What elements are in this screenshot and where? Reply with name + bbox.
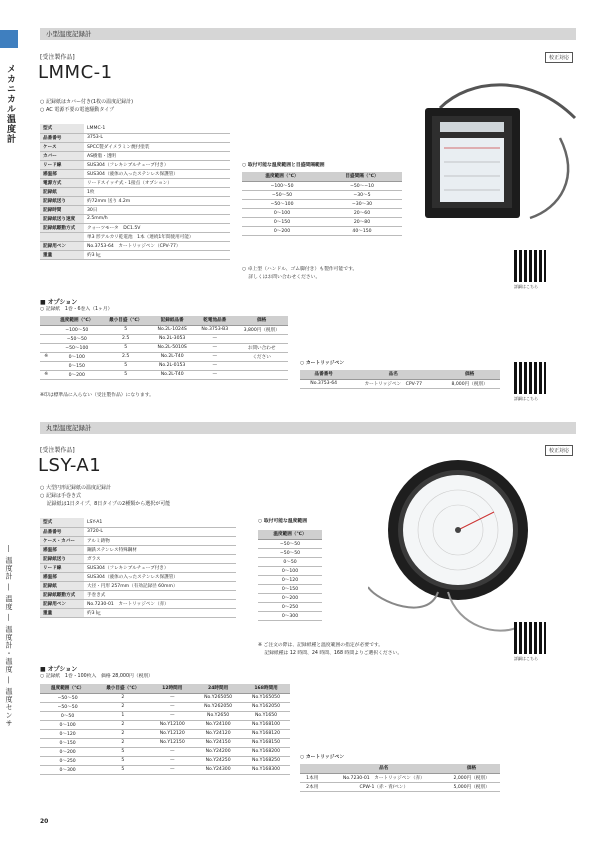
- section2-spec-row: [40, 536, 236, 545]
- section1-spec-cell: 3753-L: [84, 133, 230, 142]
- section1-range-row: [242, 208, 402, 217]
- section2-options-cell: 0〜150: [40, 738, 95, 747]
- section1-range-cell: 0〜150: [242, 217, 322, 226]
- section2-options-cell: No.Y1650: [242, 711, 290, 720]
- section2-calibration-badge: 校正対応: [545, 445, 573, 456]
- section1-range-title: ○ 取付可能な温度範囲と目盛間隔範囲: [242, 163, 325, 168]
- section2-options-cell: —: [150, 747, 194, 756]
- section2-pen-cell: No.7230-01 カートリッジペン（赤）: [324, 773, 443, 782]
- section1-spec-cell: 品番番号: [40, 133, 84, 142]
- section2-pen-cell: 5,000円（税別）: [443, 782, 500, 791]
- section2-options-cell: —: [150, 765, 194, 774]
- section2-options-row: [40, 765, 290, 774]
- section1-spec-row: [40, 196, 230, 205]
- section2-options-cell: 2: [95, 720, 150, 729]
- section2-options-title: ■ オプション: [40, 666, 78, 673]
- section2-pen-row: [300, 782, 500, 791]
- section1-range-cell: −30〜5: [322, 190, 402, 199]
- section2-options-cell: 0〜50: [40, 711, 95, 720]
- section1-options-cell: 2.5: [101, 334, 150, 343]
- section1-options-table: [40, 316, 288, 380]
- section2-spec-cell: 型式: [40, 518, 84, 527]
- section1-spec-cell: 記録紙駆動方式: [40, 223, 84, 232]
- section1-options-cell: No.2L-T40: [150, 370, 194, 379]
- section2-options-header: 最小目盛（℃）: [95, 684, 150, 693]
- section1-spec-cell: カバー: [40, 151, 84, 160]
- section2-pen-title: ○ カートリッジペン: [300, 755, 345, 760]
- section2-options-cell: −50〜50: [40, 702, 95, 711]
- section2-range-header: 温度範囲（℃）: [258, 530, 322, 539]
- section1-options-cell: 2.5: [101, 352, 150, 361]
- section1-range-header: 目盛間隔（℃）: [322, 172, 402, 181]
- section2-spec-cell: No.7230-01 カートリッジペン（赤）: [84, 599, 236, 608]
- section1-spec-row: [40, 232, 230, 241]
- section1-options-cell: 3,800円（税別）: [235, 325, 288, 334]
- section1-options-row: [40, 343, 288, 352]
- section1-options-cell: お問い合わせ: [235, 343, 288, 352]
- section2-options-cell: 2: [95, 693, 150, 702]
- section2-options-row: [40, 729, 290, 738]
- section1-options-cell: [235, 370, 288, 379]
- section2-spec-cell: 感温部: [40, 545, 84, 554]
- section2-options-cell: No.Y168120: [242, 729, 290, 738]
- section2-options-cell: 2: [95, 702, 150, 711]
- section1-pen-title: ○ カートリッジペン: [300, 361, 345, 366]
- section2-range-cell: 0〜150: [258, 584, 322, 593]
- section1-options-cell: 5: [101, 370, 150, 379]
- section2-pen-header: 価格: [443, 764, 500, 773]
- section1-range-row: [242, 226, 402, 235]
- section2-options-cell: No.Y265050: [194, 693, 242, 702]
- section1-range-cell: 0〜100: [242, 208, 322, 217]
- chapter-tab-marker: [0, 30, 18, 48]
- section2-spec-cell: 記録用ペン: [40, 599, 84, 608]
- section2-spec-cell: 感温部: [40, 572, 84, 581]
- section2-options-cell: 2: [95, 729, 150, 738]
- section2-options-cell: No.Y2650: [194, 711, 242, 720]
- section2-options-row: [40, 738, 290, 747]
- section2-spec-cell: 手巻き式: [84, 590, 236, 599]
- section1-options-cell: −50〜100: [52, 343, 101, 352]
- section2-options-cell: No.Y168200: [242, 747, 290, 756]
- section2-pen-row: [300, 773, 500, 782]
- section2-options-row: [40, 720, 290, 729]
- section2-options-sub: ○ 記録紙 1巻・100枚入 価格 28,000円（税別）: [40, 674, 153, 679]
- section1-header: 小型温度記録計: [40, 28, 576, 40]
- section1-product-image: [410, 78, 580, 228]
- section1-options-cell: No.3753-B3: [194, 325, 235, 334]
- section1-options-row: [40, 352, 288, 361]
- section2-options-cell: No.Y168250: [242, 756, 290, 765]
- section1-options-cell: [235, 334, 288, 343]
- section1-options-cell: —: [194, 361, 235, 370]
- section2-spec-cell: ケース・カバー: [40, 536, 84, 545]
- section2-options-row: [40, 756, 290, 765]
- section2-options-cell: No.Y162050: [242, 702, 290, 711]
- section1-spec-row: [40, 214, 230, 223]
- section1-spec-row: [40, 223, 230, 232]
- section1-range-row: [242, 217, 402, 226]
- section1-range-row: [242, 199, 402, 208]
- section2-spec-row: [40, 572, 236, 581]
- section2-options-header: 168時間用: [242, 684, 290, 693]
- section1-range-cell: −50〜100: [242, 199, 322, 208]
- section2-spec-row: [40, 581, 236, 590]
- section2-options-cell: 0〜300: [40, 765, 95, 774]
- section2-options-cell: No.Y12120: [150, 729, 194, 738]
- section1-spec-cell: 記録時間: [40, 205, 84, 214]
- section2-range-cell: 0〜250: [258, 602, 322, 611]
- section1-spec-cell: 2.5mm/h: [84, 214, 230, 223]
- section2-range-row: [258, 611, 322, 620]
- section2-options-cell: No.Y165050: [242, 693, 290, 702]
- section1-order-tag: [受注製作品]: [40, 54, 75, 61]
- section2-pen-table: [300, 764, 500, 792]
- section1-range-cell: 20〜60: [322, 208, 402, 217]
- section1-spec-cell: ケース: [40, 142, 84, 151]
- section1-spec-cell: リード線: [40, 160, 84, 169]
- section1-spec-row: [40, 169, 230, 178]
- section1-options-cell: ください: [235, 352, 288, 361]
- section2-pen-cell: 2,000円（税別）: [443, 773, 500, 782]
- section2-options-header: 12時間用: [150, 684, 194, 693]
- section2-options-cell: 0〜100: [40, 720, 95, 729]
- section1-pen-row: [300, 379, 500, 388]
- section2-spec-table: [40, 518, 236, 618]
- section1-spec-cell: 約72mm 送り 4.2m: [84, 196, 230, 205]
- section1-spec-row: [40, 160, 230, 169]
- section2-spec-cell: 記録紙駆動方式: [40, 590, 84, 599]
- section2-spec-cell: 重量: [40, 608, 84, 617]
- chapter-side-nav: ― 温度計 ― 温度 ― 温度計・温度 ― 温度センサ: [5, 545, 13, 728]
- section2-spec-cell: 3720-L: [84, 527, 236, 536]
- section2-range-cell: 0〜100: [258, 566, 322, 575]
- section2-options-cell: No.Y24120: [194, 729, 242, 738]
- section1-options-cell: −50〜50: [52, 334, 101, 343]
- section2-qr-label: 詳細はこちら: [514, 656, 538, 661]
- section2-pen-cell: 1本用: [300, 773, 324, 782]
- section1-range-cell: 40〜150: [322, 226, 402, 235]
- section2-spec-row: [40, 590, 236, 599]
- section2-options-cell: No.Y24300: [194, 765, 242, 774]
- section2-spec-row: [40, 545, 236, 554]
- section1-qr-code[interactable]: [514, 250, 546, 282]
- section2-options-cell: 5: [95, 756, 150, 765]
- section1-options-cell: ※: [40, 370, 52, 379]
- section1-spec-cell: 約3 ㎏: [84, 250, 230, 259]
- section2-options-row: [40, 711, 290, 720]
- section1-pen-qr-label: 詳細はこちら: [514, 396, 538, 401]
- section2-options-cell: 5: [95, 765, 150, 774]
- section2-range-cell: −50〜50: [258, 548, 322, 557]
- section1-options-cell: No.2L-1024S: [150, 325, 194, 334]
- section1-options-header: 価格: [235, 316, 288, 325]
- section2-qr-code[interactable]: [514, 622, 546, 654]
- section1-range-cell: −50〜−10: [322, 181, 402, 190]
- section1-spec-cell: 1枚: [84, 187, 230, 196]
- section2-spec-cell: 記録紙: [40, 581, 84, 590]
- section2-spec-cell: アルミ鋳物: [84, 536, 236, 545]
- section1-spec-cell: 型式: [40, 124, 84, 133]
- section2-options-cell: −50〜50: [40, 693, 95, 702]
- section1-options-cell: 0〜150: [52, 361, 101, 370]
- section1-options-note: ※印は標準品に入らない（受注製作品）になります。: [40, 393, 154, 398]
- section2-options-row: [40, 702, 290, 711]
- section2-range-cell: 0〜50: [258, 557, 322, 566]
- section2-options-cell: No.Y24250: [194, 756, 242, 765]
- section2-range-row: [258, 539, 322, 548]
- section2-options-header: 温度範囲（℃）: [40, 684, 95, 693]
- section1-pen-qr-code[interactable]: [514, 362, 546, 394]
- section1-options-row: [40, 325, 288, 334]
- section2-options-cell: 0〜250: [40, 756, 95, 765]
- section1-range-header: 温度範囲（℃）: [242, 172, 322, 181]
- section1-options-cell: No.2L-0153: [150, 361, 194, 370]
- section2-range-cell: 0〜120: [258, 575, 322, 584]
- section1-spec-row: [40, 241, 230, 250]
- section1-options-cell: —: [194, 343, 235, 352]
- section2-spec-cell: SUS304（フレキシブルチューブ付き）: [84, 563, 236, 572]
- section1-options-cell: 0〜100: [52, 352, 101, 361]
- section2-spec-cell: ガラス: [84, 554, 236, 563]
- section1-spec-cell: 記録紙送り速度: [40, 214, 84, 223]
- section1-pen-table: [300, 370, 500, 389]
- section1-spec-row: [40, 133, 230, 142]
- section1-spec-row: [40, 250, 230, 259]
- section2-options-cell: 2: [95, 738, 150, 747]
- section1-spec-cell: 30日: [84, 205, 230, 214]
- section1-spec-cell: SPCC製ダイメラミン焼付塗装: [84, 142, 230, 151]
- section2-spec-row: [40, 563, 236, 572]
- section1-options-cell: —: [194, 352, 235, 361]
- section1-spec-row: [40, 178, 230, 187]
- section1-options-cell: [40, 361, 52, 370]
- section2-pen-cell: 2本用: [300, 782, 324, 791]
- section1-range-cell: 0〜200: [242, 226, 322, 235]
- section2-options-cell: 1: [95, 711, 150, 720]
- section2-bullets: ○ 大型円形記録紙の温度記録計 ○ 記録は手巻き式 記録紙は1日タイプ、8日タイプの2種類から選択が可能: [40, 485, 171, 507]
- section2-options-cell: No.Y24150: [194, 738, 242, 747]
- section1-options-header: 最小目盛（℃）: [101, 316, 150, 325]
- section1-options-header: 記録紙品番: [150, 316, 194, 325]
- section1-spec-cell: 重量: [40, 250, 84, 259]
- section2-options-cell: —: [150, 711, 194, 720]
- section1-spec-cell: リードスイッチ式・1接点（オプション）: [84, 178, 230, 187]
- section2-spec-row: [40, 608, 236, 617]
- section1-spec-cell: No.3753-64 カートリッジペン（CPV-77）: [84, 241, 230, 250]
- section2-spec-row: [40, 527, 236, 536]
- section1-options-cell: —: [194, 334, 235, 343]
- section1-options-header: 乾電池品番: [194, 316, 235, 325]
- section2-options-cell: No.Y168300: [242, 765, 290, 774]
- section1-spec-cell: 単3 形アルカリ乾電池 1本（連続1年間使用可能）: [84, 232, 230, 241]
- section1-options-cell: 0〜200: [52, 370, 101, 379]
- section1-spec-cell: 記録紙送り: [40, 196, 84, 205]
- section2-spec-cell: 記録紙送り: [40, 554, 84, 563]
- section2-options-cell: 0〜120: [40, 729, 95, 738]
- section2-range-row: [258, 584, 322, 593]
- section1-options-header: 温度範囲（℃）: [52, 316, 101, 325]
- section2-pen-cell: CPW-1（赤・青/ペン）: [324, 782, 443, 791]
- section1-pen-cell: 8,000円（税別）: [439, 379, 500, 388]
- section1-options-cell: [40, 325, 52, 334]
- section1-options-cell: 5: [101, 361, 150, 370]
- section1-spec-cell: クォーツモータ DC1.5V: [84, 223, 230, 232]
- section1-spec-row: [40, 205, 230, 214]
- section1-options-cell: [40, 343, 52, 352]
- section2-model-title: LSY-A1: [38, 455, 102, 476]
- section1-range-cell: −50〜50: [242, 190, 322, 199]
- section2-order-tag: [受注製作品]: [40, 447, 75, 454]
- section1-options-sub: ○ 記録紙 1巻・6巻入（1ヶ月）: [40, 307, 113, 312]
- section2-range-row: [258, 548, 322, 557]
- section2-options-row: [40, 747, 290, 756]
- section1-range-cell: 20〜80: [322, 217, 402, 226]
- section1-bullets: ○ 記録紙はカバー付き(1枚の温度記録計) ○ AC 電源不要の電池駆動タイプ: [40, 99, 134, 113]
- section1-options-row: [40, 370, 288, 379]
- section1-range-row: [242, 190, 402, 199]
- section1-pen-header: 価格: [439, 370, 500, 379]
- section1-options-cell: [40, 334, 52, 343]
- section1-options-cell: No.2L-3053: [150, 334, 194, 343]
- section1-pen-header: 品名: [347, 370, 439, 379]
- section2-options-cell: —: [150, 693, 194, 702]
- section2-options-cell: No.Y168100: [242, 720, 290, 729]
- section2-options-cell: 5: [95, 747, 150, 756]
- section2-pen-header: 品名: [324, 764, 443, 773]
- section2-spec-cell: 大径・円形 257mm（有効記録径 60mm）: [84, 581, 236, 590]
- section1-pen-cell: カートリッジペン CPV-77: [347, 379, 439, 388]
- section1-options-cell: No.2L-T40: [150, 352, 194, 361]
- section2-options-table: [40, 684, 290, 775]
- section2-range-table: [258, 530, 322, 621]
- section1-spec-cell: LMMC-1: [84, 124, 230, 133]
- section2-options-cell: No.Y12150: [150, 738, 194, 747]
- section2-range-title: ○ 取付可能な温度範囲: [258, 519, 308, 524]
- section1-spec-cell: 感温部: [40, 169, 84, 178]
- section2-options-cell: No.Y168150: [242, 738, 290, 747]
- section2-options-cell: No.Y262050: [194, 702, 242, 711]
- section2-options-cell: —: [150, 756, 194, 765]
- section2-options-cell: No.Y24100: [194, 720, 242, 729]
- section2-options-header: 24時間用: [194, 684, 242, 693]
- section1-spec-cell: 記録用ペン: [40, 241, 84, 250]
- section1-range-cell: −100〜50: [242, 181, 322, 190]
- section1-calibration-badge: 校正対応: [545, 52, 573, 63]
- section2-spec-cell: 約3 ㎏: [84, 608, 236, 617]
- section1-options-cell: [235, 361, 288, 370]
- section1-options-cell: 5: [101, 343, 150, 352]
- section2-header: 丸型温度記録計: [40, 422, 576, 434]
- section2-range-row: [258, 557, 322, 566]
- section1-options-cell: No.2L-5010S: [150, 343, 194, 352]
- section2-range-note: ※ ご注文の際は、記録紙種と温度範囲の指定が必要です。 記録紙種は 12 時間、24 時間、168 時間よりご選択ください。: [258, 643, 403, 656]
- section1-spec-row: [40, 187, 230, 196]
- section2-pen-header: [300, 764, 324, 773]
- section2-spec-row: [40, 554, 236, 563]
- section2-options-row: [40, 693, 290, 702]
- page-number: 20: [40, 818, 49, 825]
- section2-spec-cell: リード線: [40, 563, 84, 572]
- section2-spec-row: [40, 518, 236, 527]
- section2-range-cell: −50〜50: [258, 539, 322, 548]
- section2-range-row: [258, 593, 322, 602]
- section1-spec-cell: [40, 232, 84, 241]
- section1-range-row: [242, 181, 402, 190]
- section1-range-table: [242, 172, 402, 236]
- section1-pen-header: 品番番号: [300, 370, 347, 379]
- section1-spec-table: [40, 124, 230, 260]
- section2-spec-cell: 品番番号: [40, 527, 84, 536]
- section1-range-cell: −30〜30: [322, 199, 402, 208]
- section1-qr-label: 詳細はこちら: [514, 284, 538, 289]
- section1-options-cell: 5: [101, 325, 150, 334]
- section2-spec-row: [40, 599, 236, 608]
- section2-range-row: [258, 575, 322, 584]
- section2-spec-cell: LSY-A1: [84, 518, 236, 527]
- section1-options-cell: —: [194, 370, 235, 379]
- section2-range-cell: 0〜200: [258, 593, 322, 602]
- chapter-side-label: メカニカル温度計: [5, 64, 15, 144]
- section1-spec-cell: 電源方式: [40, 178, 84, 187]
- section2-range-row: [258, 602, 322, 611]
- section2-options-cell: No.Y24200: [194, 747, 242, 756]
- section1-options-cell: −100〜50: [52, 325, 101, 334]
- section1-spec-row: [40, 142, 230, 151]
- section1-spec-cell: 記録紙: [40, 187, 84, 196]
- section1-pen-cell: No.3753-64: [300, 379, 347, 388]
- section1-spec-cell: SUS304（フレキシブルチューブ付き）: [84, 160, 230, 169]
- section2-options-cell: 0〜200: [40, 747, 95, 756]
- section1-options-title: ■ オプション: [40, 299, 78, 306]
- section1-options-row: [40, 361, 288, 370]
- section2-range-cell: 0〜300: [258, 611, 322, 620]
- section1-model-title: LMMC-1: [38, 62, 113, 83]
- section1-spec-cell: AS樹脂・透明: [84, 151, 230, 160]
- section2-spec-cell: SUS304（液体の入ったステンレス保護管）: [84, 572, 236, 581]
- section1-spec-row: [40, 151, 230, 160]
- section1-options-row: [40, 334, 288, 343]
- section1-spec-row: [40, 124, 230, 133]
- section1-range-note: ○ 卓上型（ハンドル、ゴム脚付き）も製作可能です。 詳しくはお問い合わせください。: [242, 267, 358, 280]
- section2-options-cell: —: [150, 702, 194, 711]
- section1-options-cell: ※: [40, 352, 52, 361]
- section2-range-row: [258, 566, 322, 575]
- section1-spec-cell: SUS304（液体の入ったステンレス保護管）: [84, 169, 230, 178]
- section2-spec-cell: 鋼鉄ステンレス特殊鋼材: [84, 545, 236, 554]
- section2-options-cell: No.Y12100: [150, 720, 194, 729]
